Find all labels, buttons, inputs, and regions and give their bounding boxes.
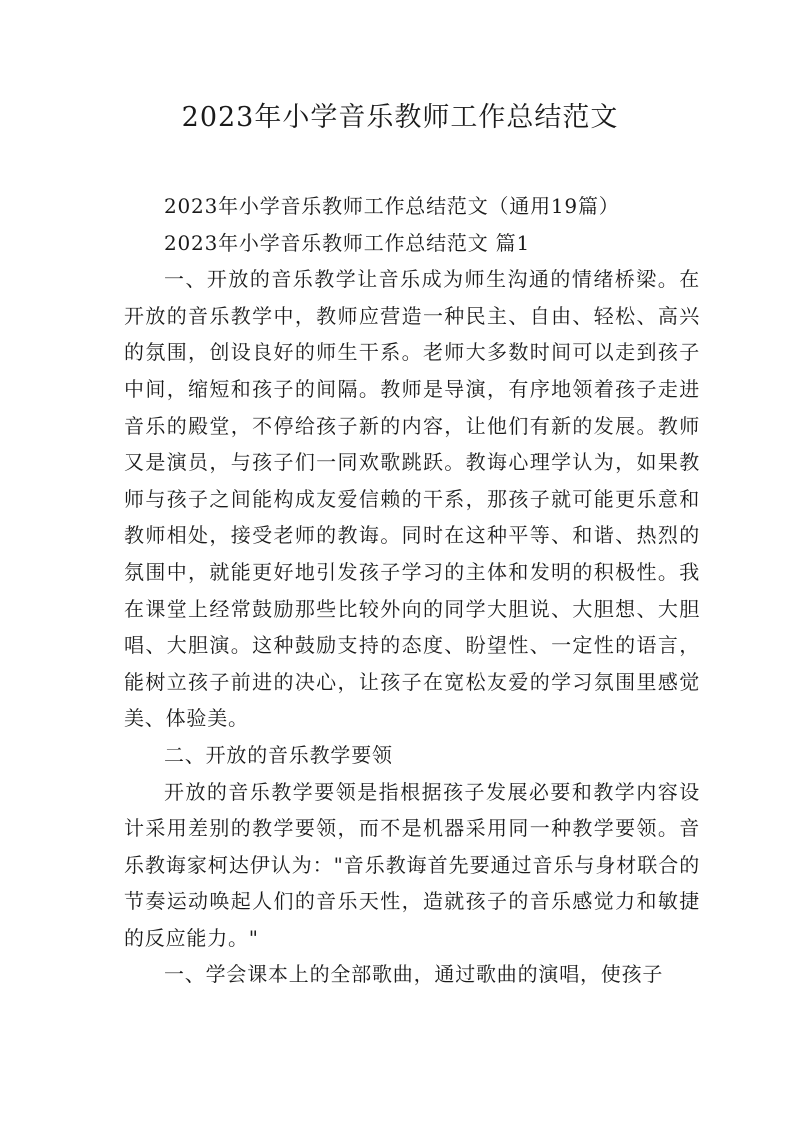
document-body: [124, 188, 700, 993]
paragraph-section-heading: 2023年小学音乐教师工作总结范文 篇1: [164, 230, 530, 255]
paragraph-subtitle: 2023年小学音乐教师工作总结范文（通用19篇）: [164, 194, 620, 218]
paragraph: 一、开放的音乐教学让音乐成为师生沟通的情绪桥梁。在开放的音乐教学中，教师应营造一种民主、自由、轻松、高兴的氛围，创设良好的师生干系。老师大多数时间可以走到孩子中间，缩短和孩子的间隔。教师是导演，有序地领着孩子走进音乐的殿堂，不停给孩子新的内容，让他们有新的发展。教师又是演员，与孩子们一同欢歌跳跃。教诲心理学认为，如果教师与孩子之间能构成友爱信赖的干系，那孩子就可能更乐意和教师相处，接受老师的教诲。同时在这种平等、和谐、热烈的氛围中，就能更好地引发孩子学习的主体和发明的积极性。我在课堂上经常鼓励那些比较外向的同学大胆说、大胆想、大胆唱、大胆演。这种鼓励支持的态度、盼望性、一定性的语言，能树立孩子前进的决心，让孩子在宽松友爱的学习氛围里感觉美、体验美。: [124, 267, 700, 731]
document-title: 2023年小学音乐教师工作总结范文: [181, 102, 619, 133]
paragraph-heading: 二、开放的音乐教学要领: [164, 742, 393, 767]
paragraph: 开放的音乐教学要领是指根据孩子发展必要和教学内容设计采用差别的教学要领，而不是机器采用同一种教学要领。音乐教诲家柯达伊认为："音乐教诲首先要通过音乐与身材联合的节奏运动唤起人们的音乐天性，造就孩子的音乐感觉力和敏捷的反应能力。": [124, 779, 700, 950]
paragraph: 一、学会课本上的全部歌曲，通过歌曲的演唱，使孩子: [164, 962, 664, 987]
